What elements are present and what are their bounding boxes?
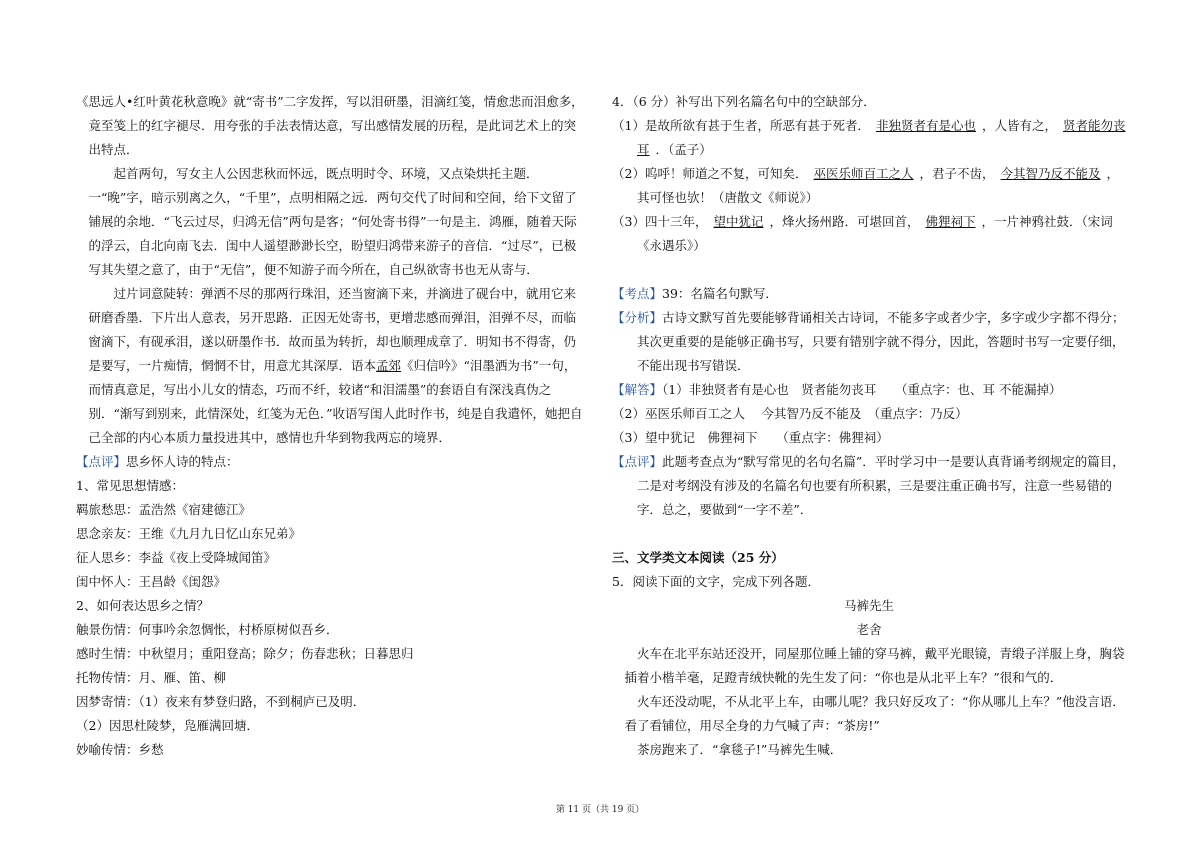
list-line: 2、如何表达思乡之情？ — [76, 598, 209, 613]
intro-paragraph: 《思远人•红叶黄花秋意晚》就“寄书”二字发挥，写以泪研墨，泪滴红笺，情愈悲而泪愈多，竟至笺上的红字褪尽．用夸张的手法表情达意，写出感情发展的历程，是此词艺术上的突出特点． — [76, 94, 584, 157]
list-line: 感时生情：中秋望月；重阳登高；除夕；伤春悲秋；日暮思归 — [76, 646, 414, 661]
fenxi-paragraph — [612, 306, 1126, 378]
review-heading — [76, 450, 588, 474]
list-line: 羁旅愁思：孟浩然《宿建德江》 — [76, 502, 252, 517]
question-4-title: 4．（6 分）补写出下列名篇名句中的空缺部分． — [612, 94, 876, 109]
review-text: 思乡怀人诗的特点： — [126, 454, 239, 469]
kaodian-tag: 【考点】 — [612, 286, 663, 301]
answer-blank: 巫医乐师百工之人 — [813, 166, 914, 181]
jieda-line-1 — [612, 378, 1126, 402]
author-link-mengjiao: 孟郊 — [376, 358, 402, 373]
fenxi-text: 古诗文默写首先要能够背诵相关古诗词，不能多字或者少字，多字或少字都不得分；其次更重要的是能够正确书写，只要有错别字就不得分，因此，答题时书写一定要仔细，不能出现书写错误． — [637, 310, 1125, 373]
right-column — [612, 90, 1126, 762]
list-line: 妙喻传情：乡愁 — [76, 742, 164, 757]
q4-1-text: ，人皆有之， — [981, 118, 1057, 133]
q4-2-text: ，君子不齿， — [919, 166, 995, 181]
dianping-paragraph — [612, 450, 1126, 522]
jieda-tag: 【解答】 — [612, 382, 663, 397]
jieda-line-3: （3）望中犹记 佛狸祠下 （重点字：佛狸祠） — [612, 430, 889, 445]
answer-blank: 今其智乃反不能及 — [1000, 166, 1101, 181]
story-title: 马裤先生 — [843, 598, 894, 613]
list-line: （2）因思杜陵梦，凫雁满回塘． — [76, 718, 259, 733]
left-column — [76, 90, 588, 762]
section-3-heading: 三、文学类文本阅读（25 分） — [612, 550, 784, 565]
list-line: 1、常见思想情感： — [76, 478, 184, 493]
list-line: 思念亲友：王维《九月九日忆山东兄弟》 — [76, 526, 302, 541]
list-line: 征人思乡：李益《夜上受降城闻笛》 — [76, 550, 277, 565]
q4-1-text: （1）是故所欲有甚于生者，所恶有甚于死者． — [612, 118, 870, 133]
review-tag: 【点评】 — [76, 454, 127, 469]
answer-blank: 贤者能勿丧耳 — [637, 118, 1126, 157]
list-line: 触景伤情：何事吟余忽惆怅，村桥原树似吾乡． — [76, 622, 339, 637]
spacer — [612, 258, 1126, 282]
answer-blank: 望中犹记 — [713, 214, 764, 229]
question-4-item-3 — [612, 210, 1126, 258]
question-4-item-2 — [612, 162, 1126, 210]
question-5-title: 5．阅读下面的文字，完成下列各题． — [612, 574, 820, 589]
kaodian-text: 39：名篇名句默写． — [662, 286, 778, 301]
analysis-text-2b: 《归信吟》“泪墨洒为书”一句，而情真意足，写出小儿女的情态，巧而不纤，较诸“和泪濡墨”的套语自有深浅真伪之别．“渐写到别来，此情深处，红笺为无色．”收语写闺人此时作书，纯是自我遣怀，她把自己全部的内心本质力量投进其中，感情也升华到物我两忘的境界． — [88, 358, 583, 445]
story-author: 老舍 — [856, 622, 882, 637]
q4-3-text: ，烽火扬州路．可堪回首， — [769, 214, 920, 229]
story-paragraph-1: 火车在北平东站还没开，同屋那位睡上铺的穿马裤，戴平光眼镜，青缎子洋服上身，胸袋插着小楷羊毫，足蹬青绒快靴的先生发了问：“你也是从北平上车？”很和气的． — [624, 646, 1125, 685]
story-paragraph-3: 茶房跑来了．“拿毯子!”马裤先生喊． — [637, 742, 843, 757]
dianping-tag: 【点评】 — [612, 454, 663, 469]
analysis-paragraph-1 — [76, 162, 588, 282]
analysis-paragraph-2 — [76, 282, 588, 450]
q4-3-text: ，一片神鸦社鼓．（宋词《永遇乐》） — [637, 214, 1113, 253]
dianping-text: 此题考查点为“默写常见的名句名篇”．平时学习中一是要认真背诵考纲规定的篇目，二是对考纲没有涉及的名篇名句也要有所积累，三是要注重正确书写，注意一些易错的字．总之，要做到“一字不差”． — [637, 454, 1125, 517]
list-line: 因梦寄情：（1）夜来有梦登归路，不到桐庐已及明． — [76, 694, 366, 709]
q4-1-text: ．（孟子） — [655, 142, 712, 157]
answer-blank: 非独贤者有是心也 — [875, 118, 976, 133]
story-paragraph-2: 火车还没动呢，不从北平上车，由哪儿呢？我只好反攻了：“你从哪儿上车？”他没言语．看了看铺位，用尽全身的力气喊了声：“茶房!” — [624, 694, 1125, 733]
q4-2-text: （2）呜呼！师道之不复，可知矣． — [612, 166, 808, 181]
q4-3-text: （3）四十三年， — [612, 214, 708, 229]
page-footer: 第 11 页（共 19 页） — [555, 805, 645, 815]
kaodian-line — [612, 282, 1126, 306]
q4-2-text: ，其可怪也欤！（唐散文《师说》） — [637, 166, 1120, 205]
analysis-text-1: 起首两句，写女主人公因悲秋而怀远，既点明时令、环境，又点染烘托主题．一“晚”字，暗示别离之久，“千里”，点明相隔之远．两句交代了时间和空间，给下文留了铺展的余地．“飞云过尽，归鸿无信”两句是客；“何处寄书得”一句是主．鸿雁，随着天际的浮云，自北向南飞去．闺中人遥望渺渺长空，盼望归鸿带来游子的音信．“过尽”，已极写其失望之意了，由于“无信”，便不知游子而今所在，自己纵欲寄书也无从寄与． — [88, 166, 577, 277]
answer-blank: 佛狸祠下 — [925, 214, 976, 229]
list-line: 托物传情：月、雁、笛、柳 — [76, 670, 227, 685]
list-line: 闺中怀人：王昌龄《闺怨》 — [76, 574, 227, 589]
analysis-text-2a: 过片词意陡转：弹洒不尽的那两行珠泪，还当窗滴下来，并滴进了砚台中，就用它来研磨香墨．下片出人意表，另开思路．正因无处寄书，更增悲感而弹泪，泪弹不尽，而临窗滴下，有砚承泪，遂以研墨作书．故而虽为转折，却也顺理成章了．明知书不得寄，仍是要写，一片痴情，惘惘不甘，用意尤其深厚．语本 — [88, 286, 577, 373]
spacer — [612, 522, 1126, 546]
jieda-line-2: （2）巫医乐师百工之人 今其智乃反不能及 （重点字：乃反） — [612, 406, 968, 421]
question-4-item-1 — [612, 114, 1126, 162]
jieda-text-1: （1）非独贤者有是心也 贤者能勿丧耳 （重点字：也、耳 不能漏掉） — [662, 382, 1062, 397]
fenxi-tag: 【分析】 — [612, 310, 663, 325]
